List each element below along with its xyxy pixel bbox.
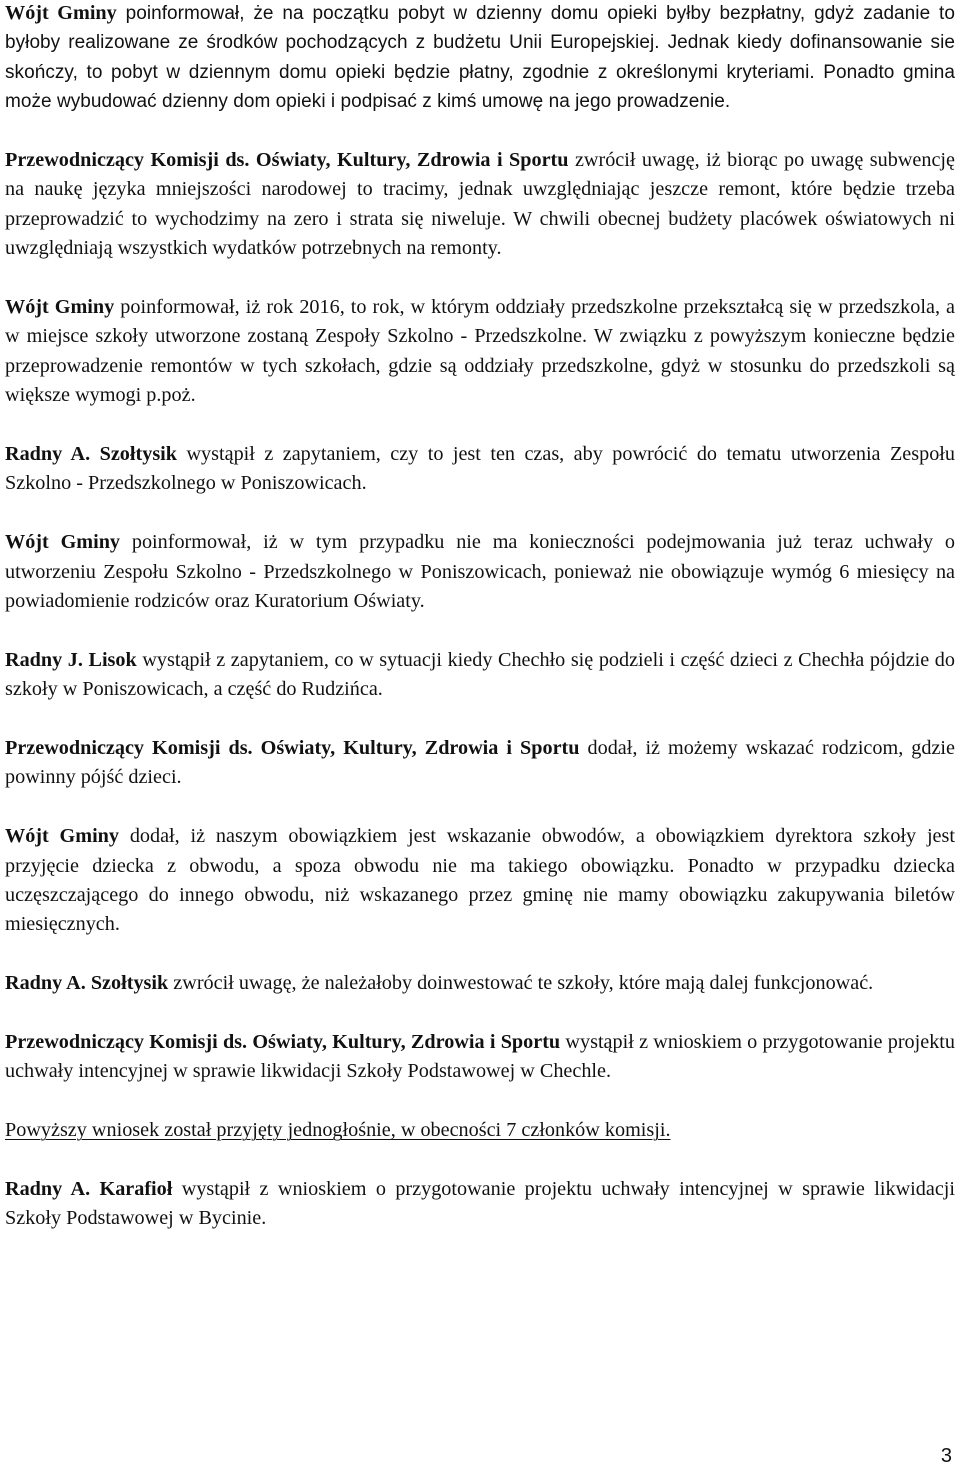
paragraph-wojt-uchwala bbox=[5, 528, 955, 616]
paragraph-text: dodał, iż możemy wskazać rodzicom, gdzie powinny pójść dzieci. bbox=[5, 737, 955, 789]
speaker-name: Przewodniczący Komisji ds. Oświaty, Kultury, Zdrowia i Sportu bbox=[5, 1031, 561, 1054]
paragraph-wojt-przedszkola bbox=[5, 293, 955, 411]
speaker-name: Przewodniczący Komisji ds. Oświaty, Kultury, Zdrowia i Sportu bbox=[5, 737, 580, 760]
paragraph-szoltysik-doinwestowac bbox=[5, 969, 955, 998]
speaker-name: Przewodniczący Komisji ds. Oświaty, Kultury, Zdrowia i Sportu bbox=[5, 149, 569, 172]
page-number: 3 bbox=[940, 1445, 952, 1467]
speaker-name: Radny A. Szołtysik bbox=[5, 443, 178, 466]
paragraph-text: wystąpił z wnioskiem o przygotowanie projektu uchwały intencyjnej w sprawie likwidacji Szkoły Podstawowej w Chechle. bbox=[5, 1031, 955, 1083]
speaker-name: Wójt Gminy bbox=[5, 825, 119, 848]
paragraph-text: poinformował, iż w tym przypadku nie ma konieczności podejmowania już teraz uchwały o utworzeniu Zespołu Szkolno - Przedszkolnego w Poniszowicach, ponieważ nie obowiązuje wymóg 6 miesięcy na powiadomienie rodziców oraz Kuratorium Oświaty. bbox=[5, 531, 955, 613]
paragraph-lisok-zapytanie bbox=[5, 646, 955, 705]
speaker-name: Wójt Gminy bbox=[5, 531, 121, 554]
paragraph-text: zwrócił uwagę, że należałoby doinwestować te szkoły, które mają dalej funkcjonować. bbox=[168, 972, 874, 995]
paragraph-wojt-obwody bbox=[5, 822, 955, 940]
paragraph-karafiol-wniosek bbox=[5, 1175, 955, 1234]
speaker-name: Radny J. Lisok bbox=[5, 648, 137, 671]
paragraph-szoltysik-zapytanie bbox=[5, 440, 955, 499]
paragraph-przewodniczacy-subwencja bbox=[5, 146, 955, 264]
paragraph-text: zwrócił uwagę, iż biorąc po uwagę subwencję na naukę języka mniejszości narodowej to tracimy, jednak uwzględniając jeszcze remont, które będzie trzeba przeprowadzić to wychodzimy na zero i strata się niweluje. W chwili obecnej budżety placówek oświatowych ni uwzględniają wszystkich wydatków potrzebnych na remonty. bbox=[5, 149, 955, 260]
paragraph-text: wystąpił z zapytaniem, czy to jest ten czas, aby powrócić do tematu utworzenia Zespołu Szkolno - Przedszkolnego w Poniszowicach. bbox=[5, 443, 955, 495]
paragraph-wniosek-przyjety bbox=[5, 1116, 955, 1145]
resolution-text: Powyższy wniosek został przyjęty jednogłośnie, w obecności 7 członków komisji. bbox=[5, 1119, 671, 1142]
paragraph-text: poinformował, iż rok 2016, to rok, w którym oddziały przedszkolne przekształcą się w przedszkola, a w miejsce szkoły utworzone zostaną Zespoły Szkolno - Przedszkolne. W związku z powyższym konieczne będzie przeprowadzenie remontów w tych szkołach, gdzie są oddziały przedszkolne, gdyż w stosunku do przedszkoli są większe wymogi p.poż. bbox=[5, 296, 955, 407]
paragraph-przewodniczacy-wniosek-chechlo bbox=[5, 1028, 955, 1087]
paragraph-text: wystąpił z wnioskiem o przygotowanie projektu uchwały intencyjnej w sprawie likwidacji Szkoły Podstawowej w Bycinie. bbox=[5, 1178, 955, 1230]
speaker-name: Radny A. Szołtysik bbox=[5, 972, 169, 995]
speaker-name: Wójt Gminy bbox=[5, 2, 117, 24]
paragraph-text: dodał, iż naszym obowiązkiem jest wskazanie obwodów, a obowiązkiem dyrektora szkoły jest przyjęcie dziecka z obwodu, a spoza obwodu nie ma takiego obowiązku. Ponadto w przypadku dziecka uczęszczającego do innego obwodu, niż wskazanego przez gminę nie mamy obowiązku zakupywania biletów miesięcznych. bbox=[5, 825, 955, 936]
paragraph-wojt-dzienny-dom bbox=[5, 0, 955, 117]
paragraph-przewodniczacy-rodzice bbox=[5, 734, 955, 793]
speaker-name: Radny A. Karafioł bbox=[5, 1178, 173, 1201]
speaker-name: Wójt Gminy bbox=[5, 296, 115, 319]
paragraph-text: wystąpił z zapytaniem, co w sytuacji kiedy Chechło się podzieli i część dzieci z Chechła pójdzie do szkoły w Poniszowicach, a część do Rudzińca. bbox=[5, 648, 955, 701]
paragraph-text: poinformował, że na początku pobyt w dzienny domu opieki byłby bezpłatny, gdyż zadanie to byłoby realizowane ze środków pochodzących z budżetu Unii Europejskiej. Jednak kiedy dofinansowanie sie skończy, to pobyt w dziennym domu opieki będzie płatny, zgodnie z określonymi kryteriami. Ponadto gmina może wybudować dzienny dom opieki i podpisać z kimś umowę na jego prowadzenie. bbox=[5, 3, 955, 113]
document-page bbox=[5, 0, 955, 1263]
